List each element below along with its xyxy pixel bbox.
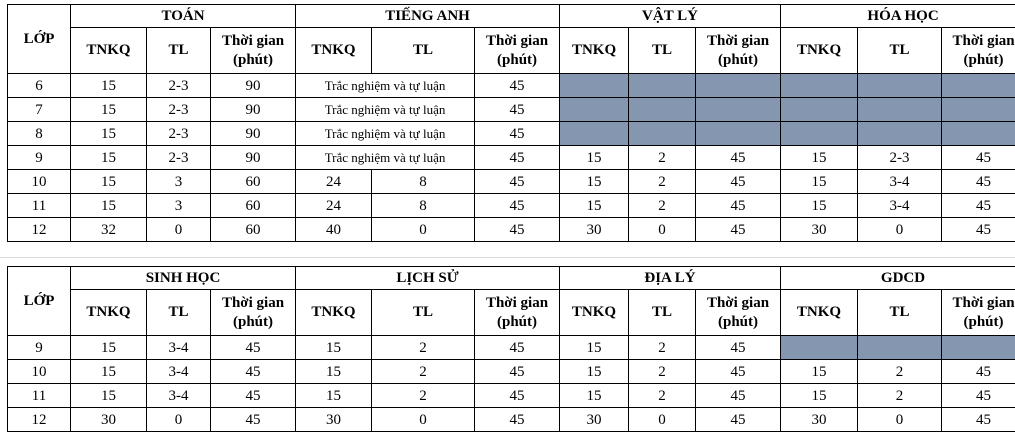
data-cell: 24 (296, 194, 372, 218)
tl-header: TL (858, 28, 942, 74)
exam-table-1 (7, 4, 1015, 242)
column-header-row (8, 290, 1015, 336)
subject-header: SINH HỌC (71, 267, 296, 290)
disabled-cell (858, 98, 942, 122)
data-cell: 45 (475, 384, 560, 408)
tnkq-header: TNKQ (781, 290, 858, 336)
disabled-cell (942, 98, 1015, 122)
data-cell: 2 (629, 336, 696, 360)
table-row (8, 122, 1015, 146)
data-cell: 45 (696, 408, 781, 432)
data-cell: 2-3 (147, 122, 211, 146)
subject-header: TOÁN (71, 5, 296, 28)
data-cell: 45 (211, 360, 296, 384)
data-cell: 45 (942, 360, 1015, 384)
disabled-cell (781, 122, 858, 146)
data-cell: 45 (942, 194, 1015, 218)
lop-cell: 12 (8, 218, 71, 242)
data-cell: 8 (372, 194, 475, 218)
time-header: Thời gian (phút) (475, 290, 560, 336)
data-cell: 15 (71, 98, 147, 122)
data-cell: 15 (781, 194, 858, 218)
data-cell: 2 (629, 146, 696, 170)
time-header: Thời gian (phút) (942, 28, 1015, 74)
disabled-cell (942, 122, 1015, 146)
table-row (8, 98, 1015, 122)
data-cell: 0 (629, 408, 696, 432)
data-cell: 15 (560, 336, 629, 360)
data-cell: 15 (296, 384, 372, 408)
tl-header: TL (858, 290, 942, 336)
data-cell: 45 (475, 74, 560, 98)
tnkq-header: TNKQ (296, 28, 372, 74)
data-cell: 3-4 (147, 336, 211, 360)
data-cell: 15 (560, 194, 629, 218)
data-cell: 15 (560, 360, 629, 384)
table-row (8, 360, 1015, 384)
data-cell: 2-3 (147, 74, 211, 98)
data-cell: 45 (475, 170, 560, 194)
data-cell: 0 (858, 218, 942, 242)
data-cell: 2 (372, 384, 475, 408)
lop-cell: 6 (8, 74, 71, 98)
data-cell: 45 (475, 336, 560, 360)
data-cell: 2 (858, 360, 942, 384)
table-row (8, 74, 1015, 98)
data-cell: 15 (781, 170, 858, 194)
table-row (8, 146, 1015, 170)
format-cell: Trắc nghiệm và tự luận (296, 122, 475, 146)
subject-header: ĐỊA LÝ (560, 267, 781, 290)
data-cell: 45 (475, 218, 560, 242)
data-cell: 8 (372, 170, 475, 194)
data-cell: 30 (781, 218, 858, 242)
lop-cell: 7 (8, 98, 71, 122)
time-header: Thời gian (phút) (211, 28, 296, 74)
data-cell: 3 (147, 170, 211, 194)
subject-header: GDCD (781, 267, 1015, 290)
disabled-cell (781, 336, 858, 360)
format-cell: Trắc nghiệm và tự luận (296, 74, 475, 98)
data-cell: 0 (147, 218, 211, 242)
data-cell: 15 (560, 146, 629, 170)
disabled-cell (942, 336, 1015, 360)
data-cell: 15 (296, 360, 372, 384)
lop-cell: 9 (8, 146, 71, 170)
tnkq-header: TNKQ (781, 28, 858, 74)
data-cell: 15 (71, 194, 147, 218)
data-cell: 60 (211, 218, 296, 242)
data-cell: 60 (211, 194, 296, 218)
time-header: Thời gian (phút) (475, 28, 560, 74)
data-cell: 45 (211, 384, 296, 408)
data-cell: 3-4 (147, 384, 211, 408)
data-cell: 0 (372, 218, 475, 242)
disabled-cell (942, 74, 1015, 98)
disabled-cell (629, 122, 696, 146)
data-cell: 2-3 (147, 98, 211, 122)
subject-header-row (8, 5, 1015, 28)
data-cell: 15 (71, 170, 147, 194)
data-cell: 15 (71, 336, 147, 360)
data-cell: 0 (629, 218, 696, 242)
exam-table-2 (7, 266, 1015, 432)
data-cell: 45 (211, 336, 296, 360)
data-cell: 45 (696, 336, 781, 360)
data-cell: 2 (629, 194, 696, 218)
data-cell: 0 (858, 408, 942, 432)
data-cell: 30 (560, 408, 629, 432)
time-header: Thời gian (phút) (942, 290, 1015, 336)
data-cell: 0 (372, 408, 475, 432)
data-cell: 3-4 (858, 170, 942, 194)
table-row (8, 194, 1015, 218)
subject-header-row (8, 267, 1015, 290)
subject-header: VẬT LÝ (560, 5, 781, 28)
data-cell: 45 (942, 146, 1015, 170)
disabled-cell (629, 98, 696, 122)
disabled-cell (560, 122, 629, 146)
lop-cell: 8 (8, 122, 71, 146)
lop-cell: 9 (8, 336, 71, 360)
disabled-cell (560, 74, 629, 98)
data-cell: 2 (629, 170, 696, 194)
data-cell: 90 (211, 146, 296, 170)
disabled-cell (629, 74, 696, 98)
table-row (8, 170, 1015, 194)
data-cell: 90 (211, 74, 296, 98)
data-cell: 2 (372, 336, 475, 360)
data-cell: 15 (71, 74, 147, 98)
data-cell: 30 (781, 408, 858, 432)
data-cell: 24 (296, 170, 372, 194)
table-row (8, 336, 1015, 360)
lop-header: LỚP (8, 267, 71, 336)
data-cell: 15 (560, 170, 629, 194)
time-header: Thời gian (phút) (696, 28, 781, 74)
data-cell: 15 (71, 146, 147, 170)
lop-cell: 11 (8, 384, 71, 408)
data-cell: 45 (942, 170, 1015, 194)
lop-cell: 10 (8, 360, 71, 384)
data-cell: 2 (372, 360, 475, 384)
lop-header: LỚP (8, 5, 71, 74)
data-cell: 15 (560, 384, 629, 408)
data-cell: 45 (696, 146, 781, 170)
subject-header: TIẾNG ANH (296, 5, 560, 28)
data-cell: 15 (296, 336, 372, 360)
data-cell: 3-4 (858, 194, 942, 218)
data-cell: 2-3 (858, 146, 942, 170)
tnkq-header: TNKQ (296, 290, 372, 336)
data-cell: 90 (211, 98, 296, 122)
data-cell: 45 (475, 408, 560, 432)
data-cell: 45 (475, 194, 560, 218)
data-cell: 45 (211, 408, 296, 432)
tl-header: TL (629, 290, 696, 336)
data-cell: 45 (942, 218, 1015, 242)
data-cell: 45 (696, 170, 781, 194)
data-cell: 2 (629, 384, 696, 408)
data-cell: 32 (71, 218, 147, 242)
time-header: Thời gian (phút) (211, 290, 296, 336)
data-cell: 30 (296, 408, 372, 432)
lop-cell: 12 (8, 408, 71, 432)
data-cell: 45 (942, 408, 1015, 432)
data-cell: 3 (147, 194, 211, 218)
tnkq-header: TNKQ (71, 28, 147, 74)
time-header: Thời gian (phút) (696, 290, 781, 336)
table-row (8, 384, 1015, 408)
column-header-row (8, 28, 1015, 74)
data-cell: 30 (560, 218, 629, 242)
data-cell: 15 (781, 146, 858, 170)
tnkq-header: TNKQ (560, 28, 629, 74)
disabled-cell (858, 336, 942, 360)
data-cell: 15 (71, 384, 147, 408)
data-cell: 45 (475, 360, 560, 384)
lop-cell: 10 (8, 170, 71, 194)
data-cell: 45 (942, 384, 1015, 408)
data-cell: 2 (629, 360, 696, 384)
tnkq-header: TNKQ (560, 290, 629, 336)
data-cell: 45 (696, 194, 781, 218)
data-cell: 15 (71, 122, 147, 146)
data-cell: 3-4 (147, 360, 211, 384)
data-cell: 60 (211, 170, 296, 194)
disabled-cell (781, 74, 858, 98)
data-cell: 45 (475, 146, 560, 170)
subject-header: LỊCH SỬ (296, 267, 560, 290)
data-cell: 45 (475, 98, 560, 122)
data-cell: 2-3 (147, 146, 211, 170)
data-cell: 15 (71, 360, 147, 384)
disabled-cell (858, 122, 942, 146)
disabled-cell (560, 98, 629, 122)
data-cell: 45 (475, 122, 560, 146)
tl-header: TL (629, 28, 696, 74)
disabled-cell (858, 74, 942, 98)
disabled-cell (696, 98, 781, 122)
tnkq-header: TNKQ (71, 290, 147, 336)
disabled-cell (696, 122, 781, 146)
data-cell: 2 (858, 384, 942, 408)
data-cell: 0 (147, 408, 211, 432)
data-cell: 45 (696, 384, 781, 408)
data-cell: 15 (781, 360, 858, 384)
data-cell: 30 (71, 408, 147, 432)
data-cell: 45 (696, 218, 781, 242)
data-cell: 45 (696, 360, 781, 384)
tl-header: TL (147, 28, 211, 74)
format-cell: Trắc nghiệm và tự luận (296, 146, 475, 170)
table-row (8, 408, 1015, 432)
format-cell: Trắc nghiệm và tự luận (296, 98, 475, 122)
data-cell: 90 (211, 122, 296, 146)
disabled-cell (696, 74, 781, 98)
data-cell: 40 (296, 218, 372, 242)
disabled-cell (781, 98, 858, 122)
tl-header: TL (372, 290, 475, 336)
tl-header: TL (147, 290, 211, 336)
data-cell: 15 (781, 384, 858, 408)
lop-cell: 11 (8, 194, 71, 218)
subject-header: HÓA HỌC (781, 5, 1015, 28)
tl-header: TL (372, 28, 475, 74)
table-row (8, 218, 1015, 242)
